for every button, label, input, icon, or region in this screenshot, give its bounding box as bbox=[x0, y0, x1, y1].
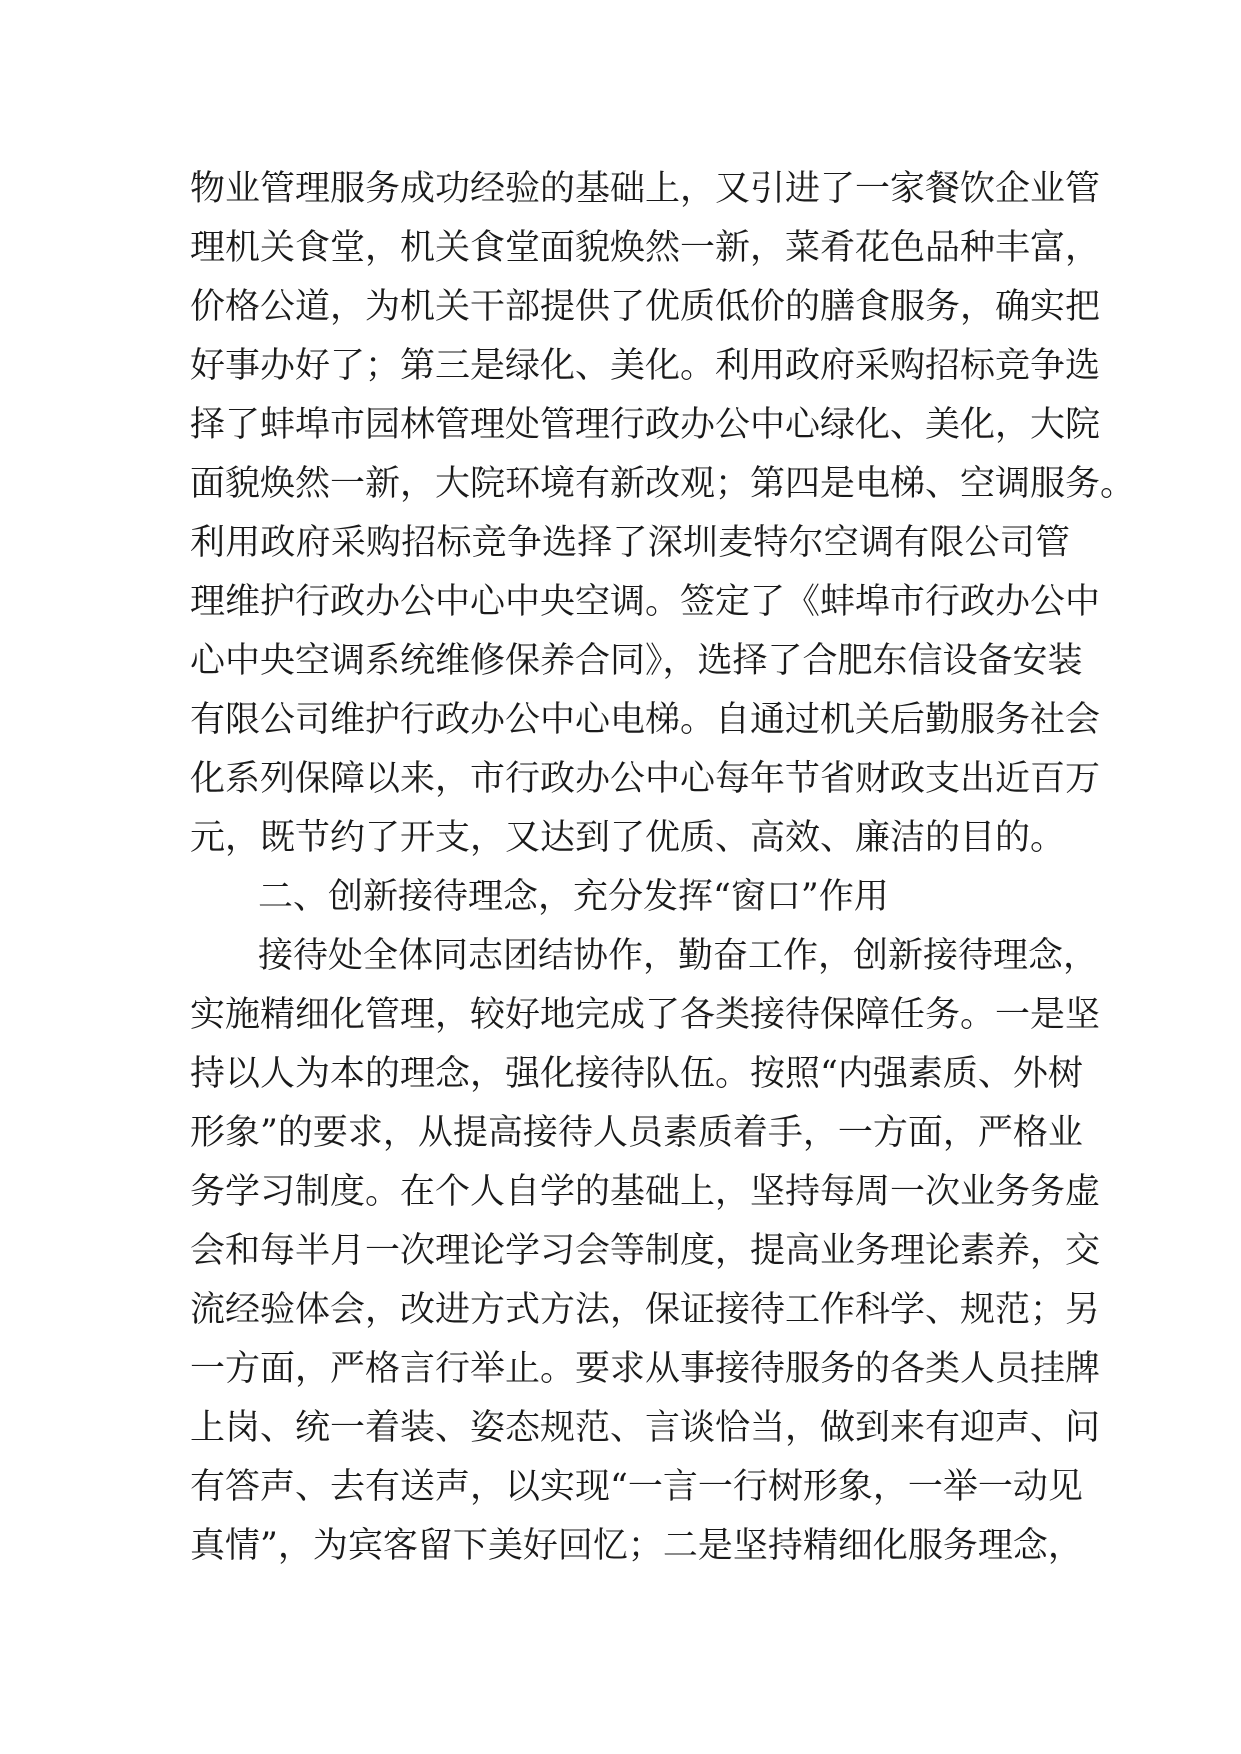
body-line: 一方面，严格言行举止。要求从事接待服务的各类人员挂牌 bbox=[190, 1349, 1101, 1389]
body-line: 真情”，为宾客留下美好回忆；二是坚持精细化服务理念， bbox=[190, 1526, 1083, 1566]
body-line: 价格公道，为机关干部提供了优质低价的膳食服务，确实把 bbox=[190, 287, 1101, 327]
body-line: 理维护行政办公中心中央空调。签定了《蚌埠市行政办公中 bbox=[190, 582, 1101, 622]
body-line: 流经验体会，改进方式方法，保证接待工作科学、规范；另 bbox=[190, 1290, 1101, 1330]
body-line: 形象”的要求，从提高接待人员素质着手，一方面，严格业 bbox=[190, 1113, 1083, 1153]
body-line: 物业管理服务成功经验的基础上，又引进了一家餐饮企业管 bbox=[190, 169, 1101, 209]
body-line: 理机关食堂，机关食堂面貌焕然一新，菜肴花色品种丰富， bbox=[190, 228, 1101, 268]
body-line: 有限公司维护行政办公中心电梯。自通过机关后勤服务社会 bbox=[190, 700, 1101, 740]
body-line: 有答声、去有送声，以实现“一言一行树形象，一举一动见 bbox=[190, 1467, 1083, 1507]
section-heading: 二、创新接待理念，充分发挥“窗口”作用 bbox=[258, 877, 889, 917]
body-line: 好事办好了；第三是绿化、美化。利用政府采购招标竞争选 bbox=[190, 346, 1101, 386]
body-line: 实施精细化管理，较好地完成了各类接待保障任务。一是坚 bbox=[190, 995, 1101, 1035]
body-line: 面貌焕然一新，大院环境有新改观；第四是电梯、空调服务。 bbox=[190, 464, 1136, 504]
body-line: 心中央空调系统维修保养合同》，选择了合肥东信设备安装 bbox=[190, 641, 1083, 681]
body-line: 利用政府采购招标竞争选择了深圳麦特尔空调有限公司管 bbox=[190, 523, 1070, 563]
body-line: 接待处全体同志团结协作，勤奋工作，创新接待理念， bbox=[258, 936, 1099, 976]
body-line: 择了蚌埠市园林管理处管理行政办公中心绿化、美化，大院 bbox=[190, 405, 1101, 445]
document-body bbox=[190, 160, 1136, 1576]
body-line: 持以人为本的理念，强化接待队伍。按照“内强素质、外树 bbox=[190, 1054, 1083, 1094]
body-line: 务学习制度。在个人自学的基础上，坚持每周一次业务务虚 bbox=[190, 1172, 1101, 1212]
body-line: 上岗、统一着装、姿态规范、言谈恰当，做到来有迎声、问 bbox=[190, 1408, 1101, 1448]
body-line: 化系列保障以来，市行政办公中心每年节省财政支出近百万 bbox=[190, 759, 1101, 799]
body-line: 会和每半月一次理论学习会等制度，提高业务理论素养，交 bbox=[190, 1231, 1101, 1271]
body-line: 元，既节约了开支，又达到了优质、高效、廉洁的目的。 bbox=[190, 818, 1066, 858]
